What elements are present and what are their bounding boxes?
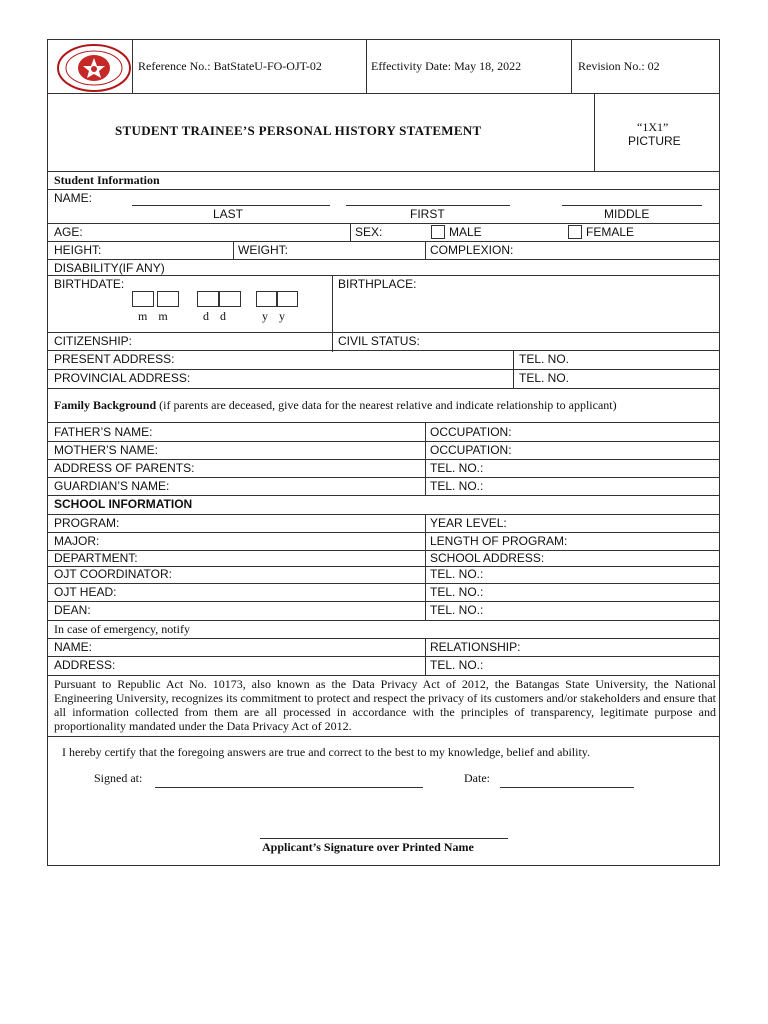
- mother-occupation-label: OCCUPATION:: [430, 443, 512, 457]
- program-label: PROGRAM:: [54, 516, 120, 530]
- dean-label: DEAN:: [54, 603, 91, 617]
- signed-at-label: Signed at:: [94, 771, 143, 785]
- father-name-label: FATHER’S NAME:: [54, 425, 153, 439]
- age-label: AGE:: [54, 225, 83, 239]
- birthdate-day-box-2[interactable]: [219, 291, 241, 307]
- provincial-tel-label: TEL. NO.: [519, 371, 570, 385]
- effectivity-date: Effectivity Date: May 18, 2022: [371, 59, 522, 73]
- school-address-label: SCHOOL ADDRESS:: [430, 551, 545, 565]
- university-logo: [56, 44, 132, 92]
- address-parents-label: ADDRESS OF PARENTS:: [54, 461, 195, 475]
- signed-at-line[interactable]: [155, 787, 423, 788]
- data-privacy-statement: Pursuant to Republic Act No. 10173, also known as the Data Privacy Act of 2012, the Batangas State University, the National Engineering University, recognizes its commitment to protect and respect the privacy of its customers and/or stakeholders and ensure that all information collected from them are all processed in accordance with the principles of transparency, legitimate purpose and proportionality mandated under the Data Privacy Act of 2012.: [54, 677, 716, 733]
- female-label: FEMALE: [586, 225, 635, 239]
- birthdate-month-box-2[interactable]: [157, 291, 179, 307]
- year-level-label: YEAR LEVEL:: [430, 516, 507, 530]
- ojt-head-label: OJT HEAD:: [54, 585, 117, 599]
- ojt-head-tel-label: TEL. NO.:: [430, 585, 484, 599]
- form-title: STUDENT TRAINEE’S PERSONAL HISTORY STATEMENT: [115, 123, 482, 138]
- guardian-name-label: GUARDIAN’S NAME:: [54, 479, 170, 493]
- male-label: MALE: [449, 225, 482, 239]
- seal-icon: [56, 44, 132, 92]
- mother-name-label: MOTHER’S NAME:: [54, 443, 159, 457]
- emergency-tel-label: TEL. NO.:: [430, 658, 484, 672]
- dd-label: d d: [203, 309, 226, 323]
- first-label: FIRST: [410, 207, 445, 221]
- birthdate-label: BIRTHDATE:: [54, 277, 125, 291]
- male-checkbox[interactable]: [431, 225, 445, 239]
- signature-line[interactable]: [260, 838, 508, 839]
- family-note-text: (if parents are deceased, give data for the nearest relative and indicate relationship to applicant): [159, 398, 617, 412]
- sex-label: SEX:: [355, 225, 383, 239]
- family-heading-text: Family Background: [54, 398, 157, 412]
- ojt-coordinator-label: OJT COORDINATOR:: [54, 567, 173, 581]
- weight-label: WEIGHT:: [238, 243, 288, 257]
- provincial-address-label: PROVINCIAL ADDRESS:: [54, 371, 191, 385]
- last-name-line[interactable]: [132, 205, 330, 206]
- picture-label-line2: PICTURE: [628, 134, 681, 148]
- citizenship-label: CITIZENSHIP:: [54, 334, 133, 348]
- emergency-name-label: NAME:: [54, 640, 93, 654]
- emergency-address-label: ADDRESS:: [54, 658, 116, 672]
- family-background-heading: [54, 398, 617, 412]
- birthdate-month-box-1[interactable]: [132, 291, 154, 307]
- birthdate-day-box-1[interactable]: [197, 291, 219, 307]
- yy-label: y y: [262, 309, 285, 323]
- mm-label: m m: [138, 309, 168, 323]
- certification-statement: I hereby certify that the foregoing answers are true and correct to the best to my knowledge, belief and ability.: [62, 745, 591, 759]
- picture-label-line1: “1X1”: [637, 120, 669, 134]
- female-checkbox[interactable]: [568, 225, 582, 239]
- parents-tel-label: TEL. NO.:: [430, 461, 484, 475]
- reference-number: Reference No.: BatStateU-FO-OJT-02: [138, 59, 322, 73]
- birthplace-label: BIRTHPLACE:: [338, 277, 417, 291]
- dean-tel-label: TEL. NO.:: [430, 603, 484, 617]
- emergency-heading: In case of emergency, notify: [54, 622, 190, 636]
- length-program-label: LENGTH OF PROGRAM:: [430, 534, 568, 548]
- present-address-label: PRESENT ADDRESS:: [54, 352, 175, 366]
- department-label: DEPARTMENT:: [54, 551, 138, 565]
- revision-number: Revision No.: 02: [578, 59, 660, 73]
- first-name-line[interactable]: [346, 205, 510, 206]
- student-info-heading: Student Information: [54, 173, 160, 187]
- school-info-heading: SCHOOL INFORMATION: [54, 497, 193, 511]
- last-label: LAST: [213, 207, 244, 221]
- middle-label: MIDDLE: [604, 207, 650, 221]
- civil-status-label: CIVIL STATUS:: [338, 334, 420, 348]
- date-label: Date:: [464, 771, 490, 785]
- signature-label: Applicant’s Signature over Printed Name: [262, 840, 474, 854]
- coordinator-tel-label: TEL. NO.:: [430, 567, 484, 581]
- major-label: MAJOR:: [54, 534, 100, 548]
- complexion-label: COMPLEXION:: [430, 243, 514, 257]
- name-label: NAME:: [54, 191, 93, 205]
- birthdate-year-box-1[interactable]: [256, 291, 278, 307]
- emergency-relationship-label: RELATIONSHIP:: [430, 640, 521, 654]
- present-tel-label: TEL. NO.: [519, 352, 570, 366]
- birthdate-year-box-2[interactable]: [276, 291, 298, 307]
- disability-label: DISABILITY(IF ANY): [54, 261, 165, 275]
- height-label: HEIGHT:: [54, 243, 102, 257]
- father-occupation-label: OCCUPATION:: [430, 425, 512, 439]
- date-line[interactable]: [500, 787, 634, 788]
- guardian-tel-label: TEL. NO.:: [430, 479, 484, 493]
- middle-name-line[interactable]: [562, 205, 702, 206]
